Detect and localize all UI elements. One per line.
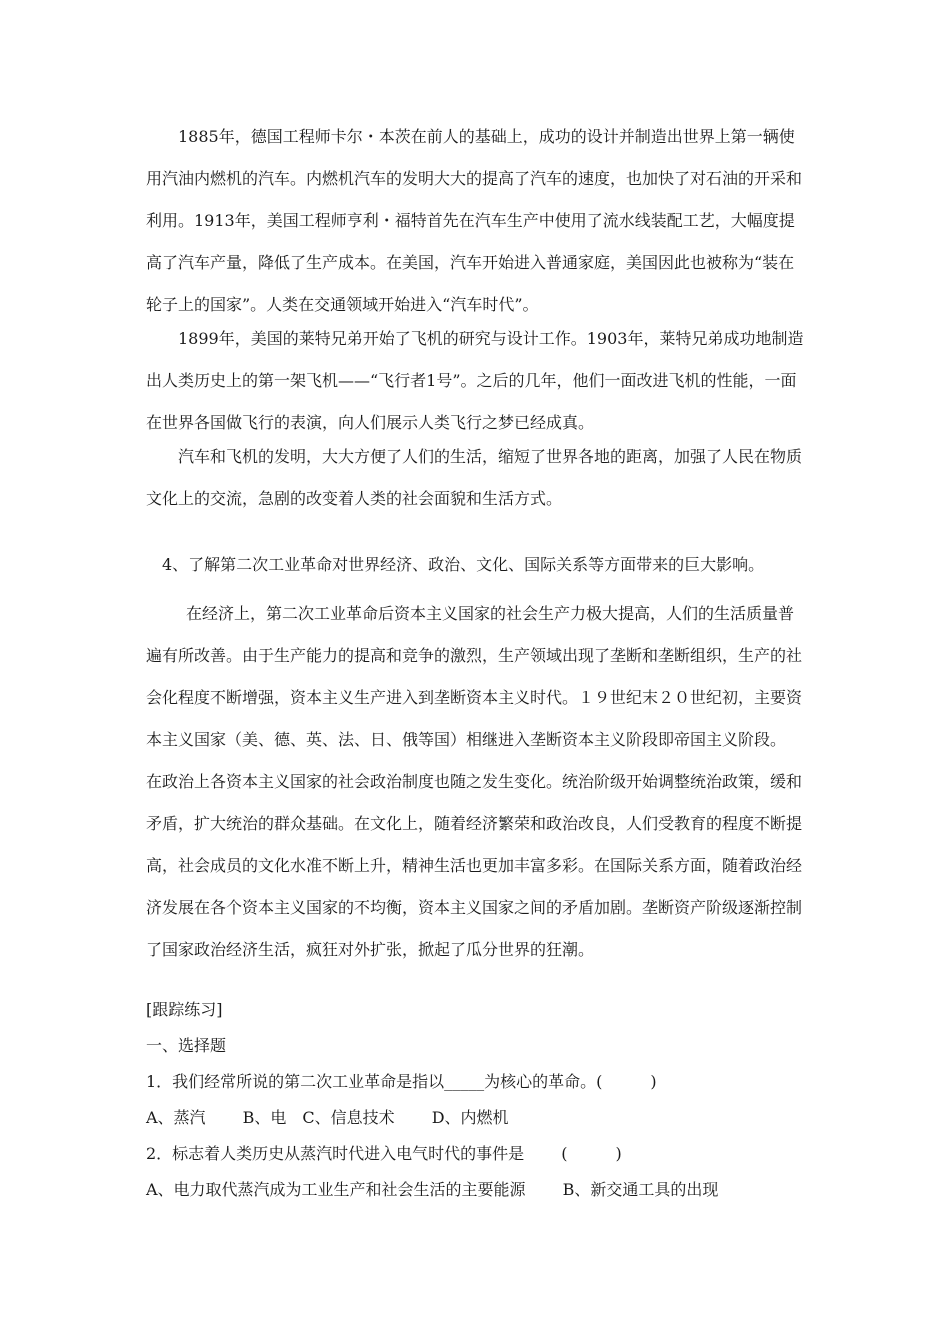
paragraph-influence: 在经济上，第二次工业革命后资本主义国家的社会生产力极大提高，人们的生活质量普遍有所改善。由于生产能力的提高和竞争的激烈，生产领域出现了垄断和垄断组织，生产的社会化程度不断增强，资本主义生产进入到垄断资本主义时代。１９世纪末２０世纪初，主要资本主义国家（美、德、英、法、日、俄等国）相继进入垄断资本主义阶段即帝国主义阶段。 在政治上各资本主义国家的社会政治制度也随之发生变化。统治阶级开始调整统治政策，缓和矛盾，扩大统治的群众基础。在文化上，随着经济繁荣和政治改良，人们受教育的程度不断提高，社会成员的文化水准不断上升，精神生活也更加丰富多彩。在国际关系方面，随着政治经济发展在各个资本主义国家的不均衡，资本主义国家之间的矛盾加剧。垄断资产阶级逐渐控制了国家政治经济生活，疯狂对外扩张，掀起了瓜分世界的狂潮。 (146, 604, 803, 959)
question-1: 1．我们经常所说的第二次工业革命是指以_____为核心的革命。( ) (146, 1072, 657, 1091)
question-1-options: A、蒸汽 B、电 C、信息技术 D、内燃机 (146, 1108, 509, 1127)
question-2-options: A、电力取代蒸汽成为工业生产和社会生活的主要能源 B、新交通工具的出现 (146, 1180, 719, 1199)
paragraph-airplane: 1899年，美国的莱特兄弟开始了飞机的研究与设计工作。1903年，莱特兄弟成功地制造出人类历史上的第一架飞机——“飞行者1号”。之后的几年，他们一面改进飞机的性能，一面在世界各国做飞行的表演，向人们展示人类飞行之梦已经成真。 (146, 329, 804, 432)
paragraph-automobile: 1885年，德国工程师卡尔・本茨在前人的基础上，成功的设计并制造出世界上第一辆使用汽油内燃机的汽车。内燃机汽车的发明大大的提高了汽车的速度，也加快了对石油的开采和利用。1913年，美国工程师亨利・福特首先在汽车生产中使用了流水线装配工艺，大幅度提高了汽车产量，降低了生产成本。在美国，汽车开始进入普通家庭，美国因此也被称为“装在轮子上的国家”。人类在交通领域开始进入“汽车时代”。 (146, 127, 803, 314)
exercise-section-title: [跟踪练习] (146, 1000, 223, 1019)
paragraph-impact: 汽车和飞机的发明，大大方便了人们的生活，缩短了世界各地的距离，加强了人民在物质文化上的交流，急剧的改变着人类的社会面貌和生活方式。 (146, 447, 803, 508)
multiple-choice-title: 一、选择题 (146, 1036, 227, 1055)
question-2: 2．标志着人类历史从蒸汽时代进入电气时代的事件是 ( ) (146, 1144, 622, 1163)
section-heading-4: 4、了解第二次工业革命对世界经济、政治、文化、国际关系等方面带来的巨大影响。 (162, 555, 765, 574)
